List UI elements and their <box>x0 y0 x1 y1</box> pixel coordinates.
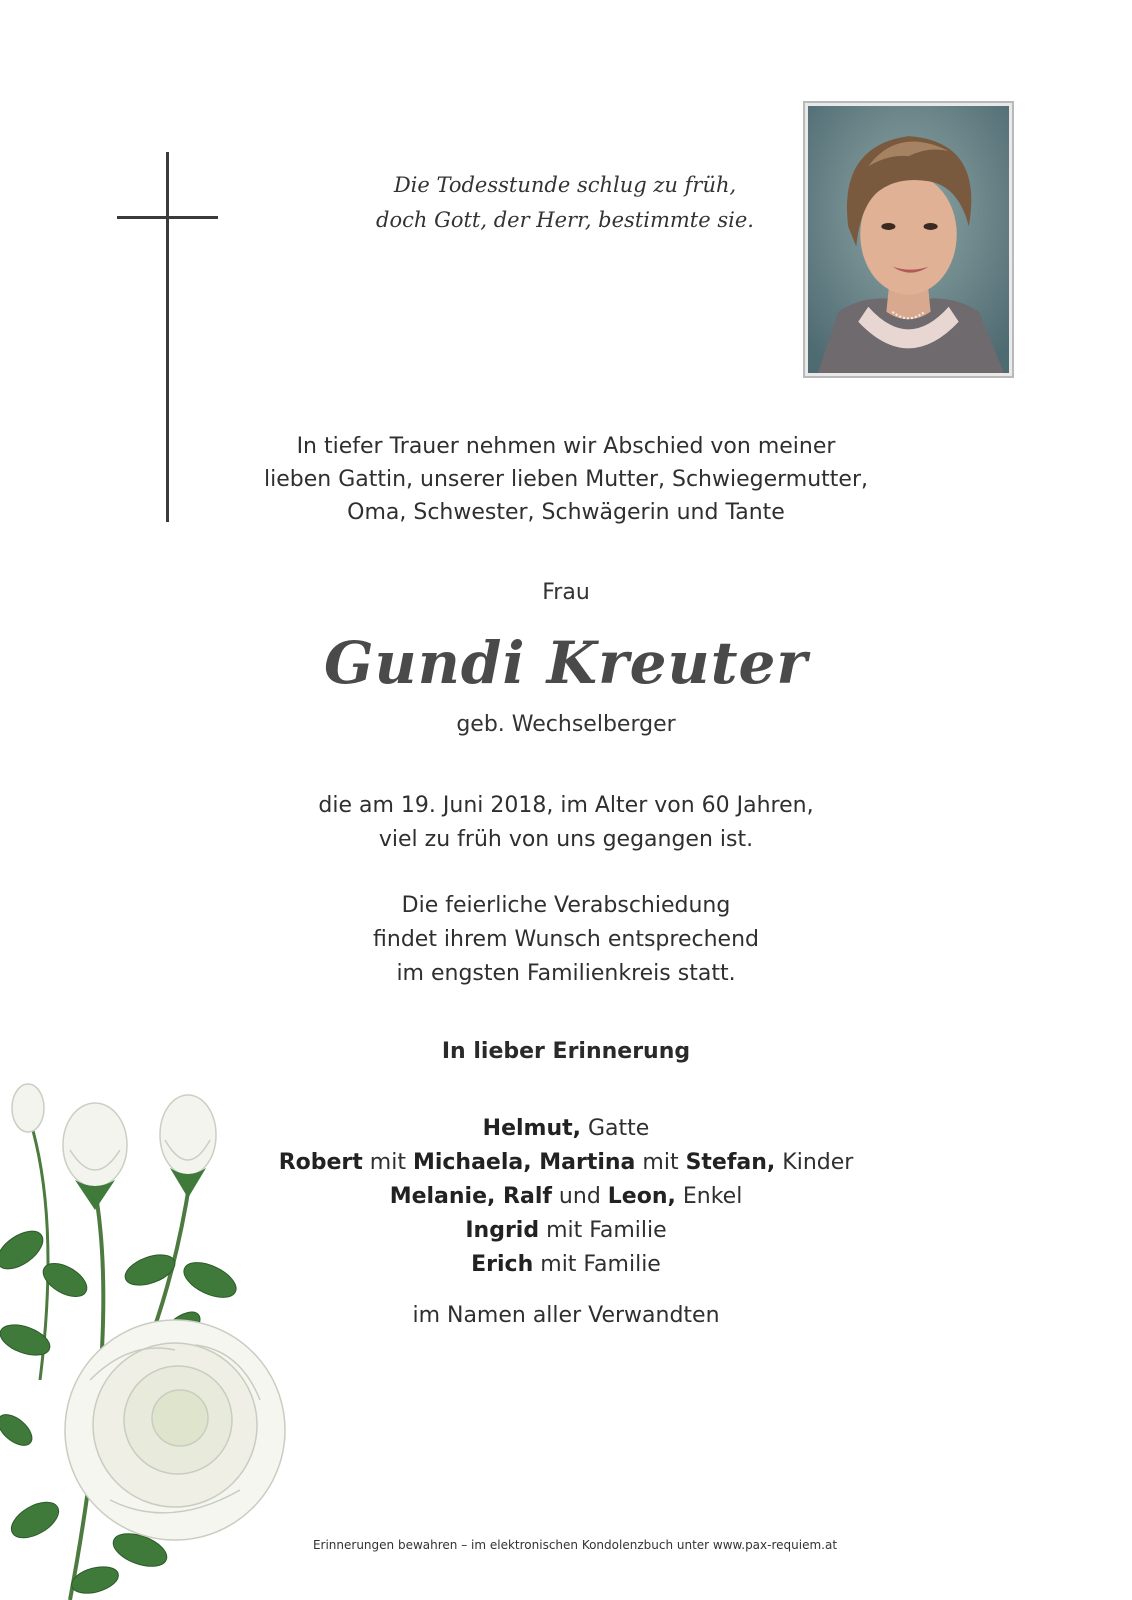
family-relation: Gatte <box>581 1116 650 1141</box>
open-rose-center <box>152 1390 208 1446</box>
family-connector: und <box>551 1184 608 1209</box>
white-roses-illustration <box>0 1080 300 1600</box>
ceremony-notice <box>0 889 1132 991</box>
death-line: die am 19. Juni 2018, im Alter von 60 Jahren, <box>318 793 814 818</box>
death-notice <box>0 789 1132 857</box>
family-name: Helmut, <box>482 1116 582 1141</box>
family-connector: mit <box>362 1150 413 1175</box>
intro-text <box>0 430 1132 529</box>
family-name: Robert <box>278 1150 363 1175</box>
rose-leaf <box>121 1249 179 1291</box>
portrait-image <box>808 106 1009 373</box>
rose-leaf <box>179 1255 242 1304</box>
family-relation: mit Familie <box>539 1218 667 1243</box>
portrait-photo <box>803 101 1014 378</box>
rose-leaf <box>5 1495 64 1545</box>
family-name: Leon, <box>607 1184 676 1209</box>
family-relation: mit Familie <box>533 1252 661 1277</box>
rose-bud <box>160 1095 216 1175</box>
intro-line: In tiefer Trauer nehmen wir Abschied von meiner <box>296 434 836 459</box>
family-name: Stefan, <box>685 1150 776 1175</box>
intro-line: lieben Gattin, unserer lieben Mutter, Schwiegermutter, <box>264 467 868 492</box>
ceremony-line: Die feierliche Verabschiedung <box>401 893 731 918</box>
family-name: Erich <box>471 1252 534 1277</box>
deceased-name: Gundi Kreuter <box>324 629 808 697</box>
footer-condolence-link: Erinnerungen bewahren – im elektronischen Kondolenzbuch unter www.pax-requiem.at <box>312 1538 838 1552</box>
rose-bud <box>12 1084 44 1132</box>
family-relation: Enkel <box>675 1184 743 1209</box>
salutation: Frau <box>542 580 590 605</box>
ceremony-line: findet ihrem Wunsch entsprechend <box>373 927 759 952</box>
rose-leaf <box>0 1224 49 1277</box>
death-line: viel zu früh von uns gegangen ist. <box>378 827 754 852</box>
maiden-name: geb. Wechselberger <box>456 712 676 737</box>
intro-line: Oma, Schwester, Schwägerin und Tante <box>347 500 785 525</box>
verse-line: doch Gott, der Herr, bestimmte sie. <box>376 208 754 232</box>
ceremony-line: im engsten Familienkreis statt. <box>396 961 736 986</box>
cross-icon-bar <box>117 216 218 219</box>
remembrance-heading: In lieber Erinnerung <box>441 1039 691 1064</box>
family-connector: mit <box>635 1150 686 1175</box>
family-relation: Kinder <box>775 1150 854 1175</box>
memorial-verse <box>340 168 790 238</box>
rose-bud <box>63 1103 127 1187</box>
family-name: Michaela, Martina <box>412 1150 636 1175</box>
family-name: Ingrid <box>465 1218 540 1243</box>
verse-line: Die Todesstunde schlug zu früh, <box>393 173 737 197</box>
relatives-line: im Namen aller Verwandten <box>412 1303 720 1328</box>
rose-leaf <box>0 1409 37 1452</box>
family-name: Melanie, Ralf <box>389 1184 552 1209</box>
